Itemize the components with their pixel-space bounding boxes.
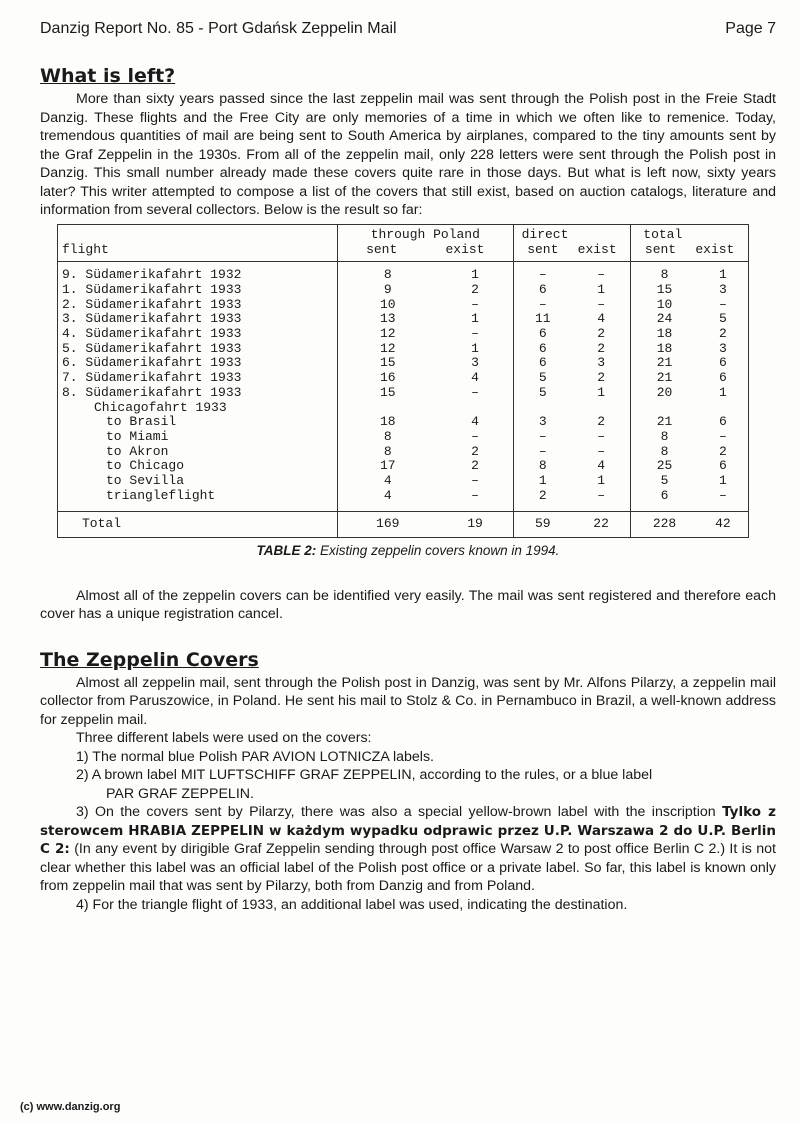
table-cell xyxy=(572,401,631,416)
table-cell: 18 xyxy=(631,327,698,342)
table-cell: 6 xyxy=(513,327,572,342)
table-cell: 8 xyxy=(338,262,438,283)
table-cell: 6 xyxy=(718,370,727,386)
table-cell: 13 xyxy=(338,312,438,327)
table-cell: – xyxy=(597,267,605,283)
list-item-3 xyxy=(40,803,776,896)
table-cell: 6 xyxy=(718,355,727,371)
labels-list xyxy=(40,729,776,914)
table-cell: 2 xyxy=(597,414,605,430)
table-cell xyxy=(438,401,514,416)
table-cell: 8 xyxy=(631,445,698,460)
table-cell: 20 xyxy=(631,386,698,401)
flight-label: Chicagofahrt 1933 xyxy=(94,399,227,415)
table-cell: 6 xyxy=(513,283,572,298)
table-cell: 2 xyxy=(471,281,479,297)
table-cell: 5 xyxy=(513,371,572,386)
flight-label: 3. Südamerikafahrt 1933 xyxy=(62,311,242,327)
table-cell: 4 xyxy=(471,414,479,430)
table-cell: 4 xyxy=(338,474,438,489)
table-cell: 16 xyxy=(338,371,438,386)
flight-label: to Akron xyxy=(106,443,169,459)
col-flight-header: flight xyxy=(58,224,338,262)
table-cell: – xyxy=(471,428,479,444)
table-cell: 8 xyxy=(631,430,698,445)
table-cell: 9 xyxy=(338,283,438,298)
table-cell: 5 xyxy=(513,386,572,401)
flight-label: 5. Südamerikafahrt 1933 xyxy=(62,340,242,356)
table-cell: – xyxy=(513,445,572,460)
table-cell: 12 xyxy=(338,342,438,357)
flight-label: to Brasil xyxy=(106,414,177,430)
page-content xyxy=(40,64,776,914)
table-cell: 3 xyxy=(597,355,605,371)
table-cell: 3 xyxy=(718,340,727,356)
table-cell: – xyxy=(513,430,572,445)
report-title: Danzig Report No. 85 - Port Gdańsk Zeppelin Mail xyxy=(40,20,397,37)
table-cell: 8 xyxy=(338,430,438,445)
polish-inscription: Tylko z sterowcem HRABIA ZEPPELIN w każdym wypadku odprawic przez U.P. Warszawa 2 do U.P. Berlin C 2: xyxy=(40,804,777,858)
table-row xyxy=(58,262,749,283)
table-cell xyxy=(698,401,749,416)
list-item-4: 4) For the triangle flight of 1933, an additional label was used, indicating the destination. xyxy=(76,896,628,913)
table-cell: – xyxy=(471,384,479,400)
table-row xyxy=(58,386,749,401)
table-cell: – xyxy=(513,298,572,313)
table-cell: 2 xyxy=(718,326,727,342)
table-cell xyxy=(631,401,698,416)
table-cell: – xyxy=(471,326,479,342)
table-row xyxy=(58,415,749,430)
table-row xyxy=(58,283,749,298)
list-item-3-intro: 3) On the covers sent by Pilarzy, there was also a special yellow-brown label with the inscription xyxy=(76,804,723,821)
table-cell: 1 xyxy=(718,267,727,283)
table-cell: 1 xyxy=(471,311,479,327)
table-cell: 21 xyxy=(631,356,698,371)
section-heading-what-is-left: What is left? xyxy=(40,65,176,87)
table-cell: – xyxy=(597,487,605,503)
list-item-2-line1: 2) A brown label MIT LUFTSCHIFF GRAF ZEPPELIN, according to the rules, or a blue label xyxy=(76,767,653,784)
table-cell: 3 xyxy=(471,355,479,371)
table-cell: 4 xyxy=(471,370,479,386)
page-number: Page 7 xyxy=(725,20,776,37)
table-cell xyxy=(338,401,438,416)
table-cell: – xyxy=(718,296,727,312)
table-cell: – xyxy=(471,487,479,503)
covers-paragraph: Almost all zeppelin mail, sent through the Polish post in Danzig, was sent by Mr. Alfons Pilarzy, a zeppelin mail collector from Paruszowice, in Poland. He sent his mail to Stolz & Co. in Pernambuco in Brazil, a well-known address for zeppelin mail. xyxy=(40,674,776,728)
total-cell: 59 xyxy=(513,512,572,538)
table-body xyxy=(58,262,749,512)
table-cell: 18 xyxy=(631,342,698,357)
labels-intro: Three different labels were used on the covers: xyxy=(76,730,372,747)
table-cell: 1 xyxy=(471,267,479,283)
table-cell: 8 xyxy=(631,262,698,283)
flight-label: 7. Südamerikafahrt 1933 xyxy=(62,370,242,386)
col-total-header: total sent exist xyxy=(631,224,749,262)
table-row xyxy=(58,312,749,327)
list-item-3-rest: (In any event by dirigible Graf Zeppelin sending through post office Warsaw 2 to post office Berlin C 2.) It is not clear whether this label was an official label of the Polish post office or a private label. So far, this label is known only from zeppelin mail that was sent by Pilarzy, both from Danzig and from Poland. xyxy=(40,841,776,895)
total-cell: 169 xyxy=(338,512,438,538)
total-cell: 228 xyxy=(631,512,698,538)
page-header xyxy=(40,20,776,42)
table-cell: 3 xyxy=(513,415,572,430)
table-cell: 15 xyxy=(338,356,438,371)
intro-paragraph: More than sixty years passed since the last zeppelin mail was sent through the Polish post in the Freie Stadt Danzig. These flights and the Free City are only memories of a time in which we often like to remenice. Today, tremendous quantities of mail are being sent to South America by airplanes, compared to the tiny amounts sent by the Graf Zeppelin in the 1930s. From all of the zeppelin mail, only 228 letters were sent through the Polish post in Danzig. This small number already made these covers quite rare in those days. But what is left now, sixty years later? This writer attempted to compose a list of the covers that still exist, based on auction catalogs, literature and information from several collectors. Below is the result so far: xyxy=(40,91,776,218)
flight-label: 2. Südamerikafahrt 1933 xyxy=(62,296,242,312)
table-cell: 2 xyxy=(718,443,727,459)
flight-label: to Miami xyxy=(106,428,169,444)
table-cell: – xyxy=(471,473,479,489)
table-cell: 6 xyxy=(513,356,572,371)
table-cell: 1 xyxy=(718,384,727,400)
table-row xyxy=(58,430,749,445)
table-cell: – xyxy=(718,428,727,444)
table-cell: – xyxy=(718,487,727,503)
table-header-row xyxy=(58,224,749,262)
col-direct-header: direct sent exist xyxy=(513,224,631,262)
caption-label: TABLE 2: xyxy=(256,543,317,559)
total-cell: 42 xyxy=(698,512,749,538)
table-cell: 1 xyxy=(597,473,605,489)
table-row xyxy=(58,342,749,357)
after-table-paragraph: Almost all of the zeppelin covers can be identified very easily. The mail was sent registered and therefore each cover has a unique registration cancel. xyxy=(40,587,776,623)
list-item-1: 1) The normal blue Polish PAR AVION LOTNICZA labels. xyxy=(76,748,434,765)
table-cell: 5 xyxy=(631,474,698,489)
flight-label: 9. Südamerikafahrt 1932 xyxy=(62,267,242,283)
table-cell: 12 xyxy=(338,327,438,342)
table-row xyxy=(58,489,749,512)
table-cell: 8 xyxy=(513,459,572,474)
flight-label: to Chicago xyxy=(106,458,185,474)
table-cell: 6 xyxy=(631,489,698,512)
table-cell: 6 xyxy=(718,414,727,430)
table-cell: 4 xyxy=(597,311,605,327)
table-cell: 18 xyxy=(338,415,438,430)
caption-text: Existing zeppelin covers known in 1994. xyxy=(316,543,560,559)
list-item-2-line2: PAR GRAF ZEPPELIN. xyxy=(106,785,254,802)
flight-label: 4. Südamerikafahrt 1933 xyxy=(62,326,242,342)
table-cell: 10 xyxy=(338,298,438,313)
total-cell: 22 xyxy=(572,512,631,538)
table-cell: 25 xyxy=(631,459,698,474)
table-row xyxy=(58,474,749,489)
list-item-2 xyxy=(40,766,776,803)
footer-copyright: (c) www.danzig.org xyxy=(20,1101,121,1113)
table-cell: 1 xyxy=(471,340,479,356)
table-row xyxy=(58,445,749,460)
flight-label: to Sevilla xyxy=(106,473,185,489)
table-cell: – xyxy=(471,296,479,312)
table-row xyxy=(58,356,749,371)
table-row xyxy=(58,371,749,386)
table-cell: 4 xyxy=(597,458,605,474)
table-cell: – xyxy=(513,262,572,283)
table-cell: 21 xyxy=(631,415,698,430)
table-cell: 5 xyxy=(718,311,727,327)
table-cell: 1 xyxy=(513,474,572,489)
table-cell: 6 xyxy=(513,342,572,357)
table-cell: 2 xyxy=(471,458,479,474)
table-cell xyxy=(513,401,572,416)
flight-label: 8. Südamerikafahrt 1933 xyxy=(62,384,242,400)
total-cell: 19 xyxy=(438,512,514,538)
table-cell: 2 xyxy=(597,340,605,356)
table-cell: 24 xyxy=(631,312,698,327)
table-row xyxy=(58,459,749,474)
flight-label: triangleflight xyxy=(106,487,216,503)
table-cell: 6 xyxy=(718,458,727,474)
zeppelin-covers-table xyxy=(57,224,749,539)
flight-label: 1. Südamerikafahrt 1933 xyxy=(62,281,242,297)
col-through-poland-header: through Poland sent exist xyxy=(338,224,514,262)
table-cell: 3 xyxy=(718,281,727,297)
table-row xyxy=(58,298,749,313)
table-group-row xyxy=(58,401,749,416)
total-label: Total xyxy=(58,512,338,538)
table-caption xyxy=(40,542,776,561)
table-cell: 2 xyxy=(513,489,572,512)
table-cell: – xyxy=(597,296,605,312)
table-cell: 21 xyxy=(631,371,698,386)
table-cell: 8 xyxy=(338,445,438,460)
table-cell: 4 xyxy=(338,489,438,512)
table-cell: 2 xyxy=(471,443,479,459)
table-cell: 1 xyxy=(718,473,727,489)
table-cell: 1 xyxy=(597,281,605,297)
table-cell: 1 xyxy=(597,384,605,400)
table-cell: 10 xyxy=(631,298,698,313)
table-cell: 2 xyxy=(597,326,605,342)
section-heading-zeppelin-covers: The Zeppelin Covers xyxy=(40,648,259,671)
table-cell: – xyxy=(597,428,605,444)
table-cell: – xyxy=(597,443,605,459)
table-cell: 2 xyxy=(597,370,605,386)
table-cell: 11 xyxy=(513,312,572,327)
table-cell: 15 xyxy=(338,386,438,401)
table-cell: 15 xyxy=(631,283,698,298)
table-row xyxy=(58,327,749,342)
table-cell: 17 xyxy=(338,459,438,474)
flight-label: 6. Südamerikafahrt 1933 xyxy=(62,355,242,371)
table-total-row xyxy=(58,512,749,538)
